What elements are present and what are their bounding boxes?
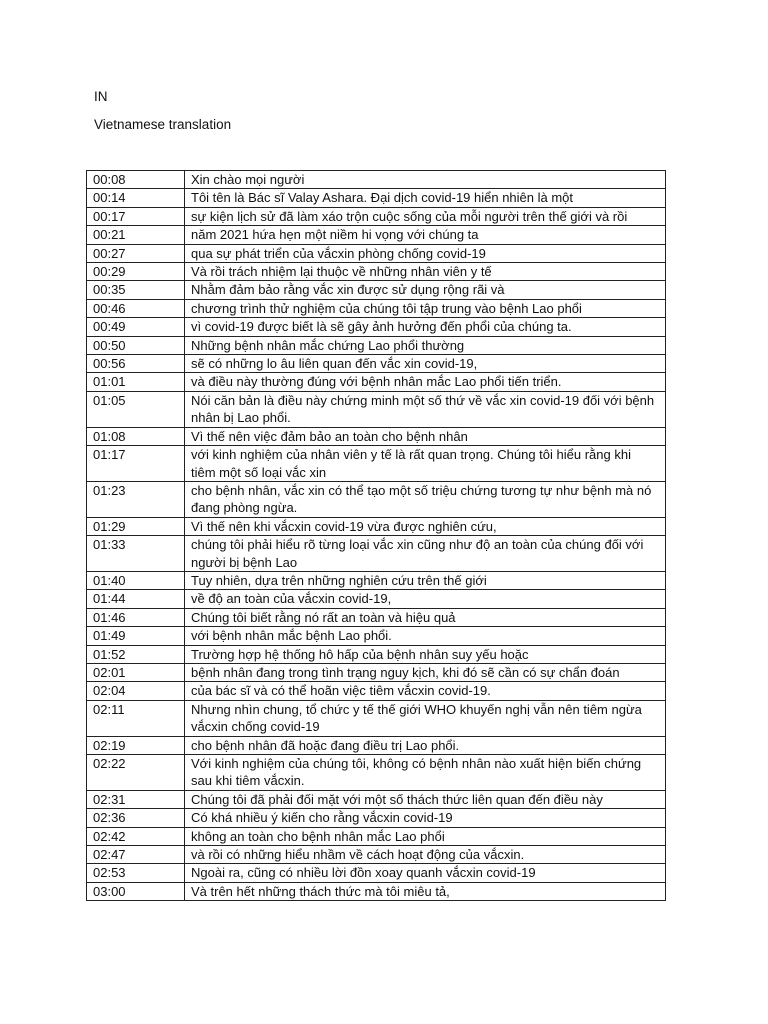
translation-cell: Vì thế nên khi vắcxin covid-19 vừa được nghiên cứu, (185, 517, 666, 535)
timestamp-cell: 02:47 (87, 846, 185, 864)
translation-cell: và rồi có những hiểu nhầm về cách hoạt động của vắcxin. (185, 846, 666, 864)
table-row (87, 355, 666, 373)
timestamp-cell: 01:49 (87, 627, 185, 645)
translation-cell: của bác sĩ và có thể hoãn việc tiêm vắcxin covid-19. (185, 682, 666, 700)
timestamp-cell: 00:08 (87, 171, 185, 189)
table-row (87, 755, 666, 791)
table-row (87, 590, 666, 608)
timestamp-cell: 02:31 (87, 790, 185, 808)
table-row (87, 682, 666, 700)
translation-cell: cho bệnh nhân, vắc xin có thể tạo một số triệu chứng tương tự như bệnh mà nó đang phòng ngừa. (185, 481, 666, 517)
timestamp-cell: 00:56 (87, 355, 185, 373)
table-row (87, 318, 666, 336)
table-row (87, 427, 666, 445)
timestamp-cell: 01:44 (87, 590, 185, 608)
translation-cell: qua sự phát triển của vắcxin phòng chống covid-19 (185, 244, 666, 262)
timestamp-cell: 01:05 (87, 391, 185, 427)
translation-cell: bệnh nhân đang trong tình trạng nguy kịch, khi đó sẽ cần có sự chẩn đoán (185, 663, 666, 681)
translation-cell: không an toàn cho bệnh nhân mắc Lao phổi (185, 827, 666, 845)
translation-cell: Vì thế nên việc đảm bảo an toàn cho bệnh nhân (185, 427, 666, 445)
table-row (87, 882, 666, 900)
table-row (87, 846, 666, 864)
timestamp-cell: 00:50 (87, 336, 185, 354)
timestamp-cell: 02:11 (87, 700, 185, 736)
timestamp-cell: 01:01 (87, 373, 185, 391)
translation-cell: Nhưng nhìn chung, tổ chức y tế thế giới WHO khuyến nghị vẫn nên tiêm ngừa vắcxin chống covid-19 (185, 700, 666, 736)
translation-cell: Tuy nhiên, dựa trên những nghiên cứu trên thế giới (185, 571, 666, 589)
translation-cell: sự kiện lịch sử đã làm xáo trộn cuộc sống của mỗi người trên thế giới và rồi (185, 207, 666, 225)
table-row (87, 700, 666, 736)
translation-cell: Và trên hết những thách thức mà tôi miêu tả, (185, 882, 666, 900)
table-row (87, 608, 666, 626)
table-row (87, 189, 666, 207)
translation-cell: Những bệnh nhân mắc chứng Lao phổi thường (185, 336, 666, 354)
timestamp-cell: 00:46 (87, 299, 185, 317)
timestamp-cell: 00:21 (87, 226, 185, 244)
timestamp-cell: 02:01 (87, 663, 185, 681)
translation-cell: về độ an toàn của vắcxin covid-19, (185, 590, 666, 608)
translation-cell: Chúng tôi đã phải đối mặt với một số thách thức liên quan đến điều này (185, 790, 666, 808)
translation-cell: Có khá nhiều ý kiến cho rằng vắcxin covid-19 (185, 809, 666, 827)
timestamp-cell: 02:19 (87, 736, 185, 754)
translation-cell: Và rồi trách nhiệm lại thuộc về những nhân viên y tế (185, 263, 666, 281)
table-row (87, 663, 666, 681)
table-row (87, 809, 666, 827)
timestamp-cell: 01:08 (87, 427, 185, 445)
document-label: IN (94, 89, 108, 104)
table-row (87, 207, 666, 225)
table-row (87, 281, 666, 299)
table-row (87, 391, 666, 427)
table-row (87, 627, 666, 645)
timestamp-cell: 01:23 (87, 481, 185, 517)
timestamp-cell: 01:29 (87, 517, 185, 535)
timestamp-cell: 00:17 (87, 207, 185, 225)
transcript-body (87, 171, 666, 901)
table-row (87, 536, 666, 572)
translation-cell: chúng tôi phải hiểu rõ từng loại vắc xin cũng như độ an toàn của chúng đối với người bị bệnh Lao (185, 536, 666, 572)
translation-cell: sẽ có những lo âu liên quan đến vắc xin covid-19, (185, 355, 666, 373)
table-row (87, 244, 666, 262)
timestamp-cell: 00:29 (87, 263, 185, 281)
translation-cell: với bệnh nhân mắc bệnh Lao phổi. (185, 627, 666, 645)
table-row (87, 864, 666, 882)
table-row (87, 645, 666, 663)
timestamp-cell: 02:22 (87, 755, 185, 791)
translation-cell: Với kinh nghiệm của chúng tôi, không có bệnh nhân nào xuất hiện biến chứng sau khi tiêm vắcxin. (185, 755, 666, 791)
timestamp-cell: 01:33 (87, 536, 185, 572)
translation-cell: Trường hợp hệ thống hô hấp của bệnh nhân suy yếu hoặc (185, 645, 666, 663)
translation-cell: Chúng tôi biết rằng nó rất an toàn và hiệu quả (185, 608, 666, 626)
table-row (87, 481, 666, 517)
table-row (87, 736, 666, 754)
translation-cell: cho bệnh nhân đã hoặc đang điều trị Lao phổi. (185, 736, 666, 754)
table-row (87, 571, 666, 589)
table-row (87, 299, 666, 317)
table-row (87, 171, 666, 189)
translation-cell: Xin chào mọi người (185, 171, 666, 189)
transcript-table (86, 170, 666, 901)
timestamp-cell: 01:46 (87, 608, 185, 626)
table-row (87, 446, 666, 482)
table-row (87, 336, 666, 354)
table-row (87, 263, 666, 281)
timestamp-cell: 00:27 (87, 244, 185, 262)
timestamp-cell: 01:40 (87, 571, 185, 589)
translation-cell: chương trình thử nghiệm của chúng tôi tập trung vào bệnh Lao phổi (185, 299, 666, 317)
table-row (87, 517, 666, 535)
timestamp-cell: 02:36 (87, 809, 185, 827)
table-row (87, 226, 666, 244)
translation-cell: Nói căn bản là điều này chứng minh một số thứ về vắc xin covid-19 đối với bệnh nhân bị Lao phổi. (185, 391, 666, 427)
translation-cell: Tôi tên là Bác sĩ Valay Ashara. Đại dịch covid-19 hiển nhiên là một (185, 189, 666, 207)
timestamp-cell: 02:42 (87, 827, 185, 845)
table-row (87, 373, 666, 391)
translation-cell: và điều này thường đúng với bệnh nhân mắc Lao phổi tiến triển. (185, 373, 666, 391)
timestamp-cell: 02:04 (87, 682, 185, 700)
table-row (87, 827, 666, 845)
timestamp-cell: 01:52 (87, 645, 185, 663)
document-subtitle: Vietnamese translation (94, 117, 232, 132)
timestamp-cell: 00:14 (87, 189, 185, 207)
timestamp-cell: 01:17 (87, 446, 185, 482)
timestamp-cell: 02:53 (87, 864, 185, 882)
timestamp-cell: 00:49 (87, 318, 185, 336)
translation-cell: năm 2021 hứa hẹn một niềm hi vọng với chúng ta (185, 226, 666, 244)
translation-cell: với kinh nghiệm của nhân viên y tế là rất quan trọng. Chúng tôi hiểu rằng khi tiêm một số loại vắc xin (185, 446, 666, 482)
table-row (87, 790, 666, 808)
translation-cell: vì covid-19 được biết là sẽ gây ảnh hưởng đến phổi của chúng ta. (185, 318, 666, 336)
timestamp-cell: 03:00 (87, 882, 185, 900)
translation-cell: Nhằm đảm bảo rằng vắc xin được sử dụng rộng rãi và (185, 281, 666, 299)
timestamp-cell: 00:35 (87, 281, 185, 299)
translation-cell: Ngoài ra, cũng có nhiều lời đồn xoay quanh vắcxin covid-19 (185, 864, 666, 882)
